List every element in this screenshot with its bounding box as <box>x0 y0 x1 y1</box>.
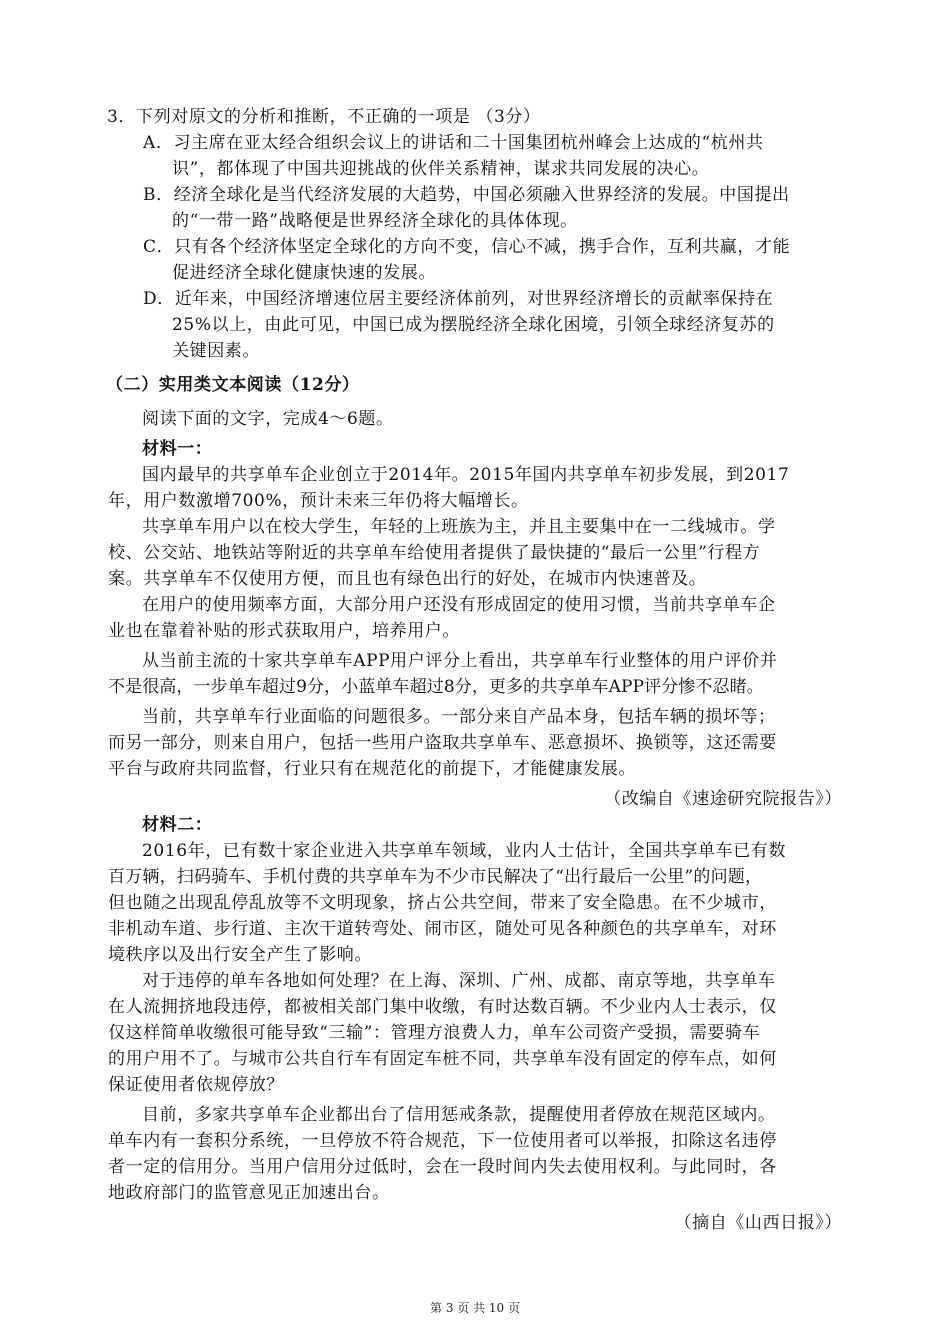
option-d-line-1: D．近年来，中国经济增速位居主要经济体前列，对世界经济增长的贡献率保持在 <box>143 289 774 309</box>
option-b-line-1: B．经济全球化是当代经济发展的大趋势，中国必须融入世界经济的发展。中国提出 <box>143 185 790 205</box>
material-2-line: 仅这样简单收缴很可能导致“三输”：管理方浪费人力，单车公司资产受损，需要骑车 <box>108 1023 761 1043</box>
material-2-line: 的用户用不了。与城市公共自行车有固定车桩不同，共享单车没有固定的停车点，如何 <box>108 1049 777 1069</box>
material-1-line: 从当前主流的十家共享单车APP用户评分上看出，共享单车行业整体的用户评价并 <box>142 651 778 671</box>
option-d-line-2: 25%以上，由此可见，中国已成为摆脱经济全球化困境，引领全球经济复苏的 <box>172 315 775 335</box>
option-c-line-2: 促进经济全球化健康快速的发展。 <box>172 263 436 283</box>
material-2-line: 非机动车道、步行道、主次干道转弯处、闹市区，随处可见各种颜色的共享单车，对环 <box>108 919 777 939</box>
option-a-line-2: 识”，都体现了中国共迎挑战的伙伴关系精神，谋求共同发展的决心。 <box>172 159 710 179</box>
material-1-line: 不是很高，一步单车超过9分，小蓝单车超过8分，更多的共享单车APP评分惨不忍睹。 <box>108 677 764 697</box>
material-1-line: 业也在靠着补贴的形式获取用户，培养用户。 <box>108 621 460 641</box>
material-1-line: 当前，共享单车行业面临的问题很多。一部分来自产品本身，包括车辆的损坏等； <box>142 707 776 727</box>
material-2-line: 2016年，已有数十家企业进入共享单车领域，业内人士估计，全国共享单车已有数 <box>142 841 787 861</box>
option-a-line-1: A．习主席在亚太经合组织会议上的讲话和二十国集团杭州峰会上达成的“杭州共 <box>143 133 764 153</box>
material-2-line: 者一定的信用分。当用户信用分过低时，会在一段时间内失去使用权利。与此同时，各 <box>108 1157 777 1177</box>
material-2-line: 地政府部门的监管意见正加速出台。 <box>108 1183 390 1203</box>
material-1-line: 年，用户数激增700%，预计未来三年仍将大幅增长。 <box>108 491 529 511</box>
page-number-footer: 第 3 页 共 10 页 <box>430 1301 520 1315</box>
material-2-line: 保证使用者依规停放？ <box>108 1075 284 1095</box>
material-1-line: 校、公交站、地铁站等附近的共享单车给使用者提供了最快捷的“最后一公里”行程方 <box>108 543 761 563</box>
material-1-line: 平台与政府共同监督，行业只有在规范化的前提下，才能健康发展。 <box>108 759 636 779</box>
material-2-line: 目前，多家共享单车企业都出台了信用惩戒条款，提醒使用者停放在规范区域内。 <box>142 1105 776 1125</box>
material-1-line: 在用户的使用频率方面，大部分用户还没有形成固定的使用习惯，当前共享单车企 <box>142 595 776 615</box>
option-b-line-2: 的“一带一路”战略便是世界经济全球化的具体体现。 <box>172 211 578 231</box>
material-2-line: 单车内有一套积分系统，一旦停放不符合规范，下一位使用者可以举报，扣除这名违停 <box>108 1131 777 1151</box>
material-1-label: 材料一： <box>142 439 213 459</box>
option-d-line-3: 关键因素。 <box>172 341 260 361</box>
material-2-label: 材料二： <box>142 815 213 835</box>
material-2-source: （摘自《山西日报》） <box>674 1213 842 1233</box>
material-2-line: 对于违停的单车各地如何处理？在上海、深圳、广州、成都、南京等地，共享单车 <box>142 971 776 991</box>
question-3-stem: 3．下列对原文的分析和推断，不正确的一项是 （3分） <box>107 107 541 127</box>
material-1-source: （改编自《速途研究院报告》） <box>604 789 842 809</box>
material-1-line: 共享单车用户以在校大学生，年轻的上班族为主，并且主要集中在一二线城市。学 <box>142 517 776 537</box>
material-2-line: 百万辆，扫码骑车、手机付费的共享单车为不少市民解决了“出行最后一公里”的问题， <box>108 867 763 887</box>
material-2-line: 但也随之出现乱停乱放等不文明现象，挤占公共空间，带来了安全隐患。在不少城市， <box>108 893 777 913</box>
option-c-line-1: C．只有各个经济体坚定全球化的方向不变，信心不减，携手合作，互利共赢，才能 <box>143 237 791 257</box>
material-1-line: 而另一部分，则来自用户，包括一些用户盗取共享单车、恶意损坏、换锁等，这还需要 <box>108 733 777 753</box>
material-2-line: 境秩序以及出行安全产生了影响。 <box>108 945 372 965</box>
material-2-line: 在人流拥挤地段违停，都被相关部门集中收缴，有时达数百辆。不少业内人士表示，仅 <box>108 997 777 1017</box>
reading-instruction: 阅读下面的文字，完成4～6题。 <box>142 409 394 429</box>
section-heading: （二）实用类文本阅读（12分） <box>106 375 360 395</box>
material-1-line: 国内最早的共享单车企业创立于2014年。2015年国内共享单车初步发展，到2017 <box>142 465 790 485</box>
material-1-line: 案。共享单车不仅使用方便，而且也有绿色出行的好处，在城市内快速普及。 <box>108 569 707 589</box>
